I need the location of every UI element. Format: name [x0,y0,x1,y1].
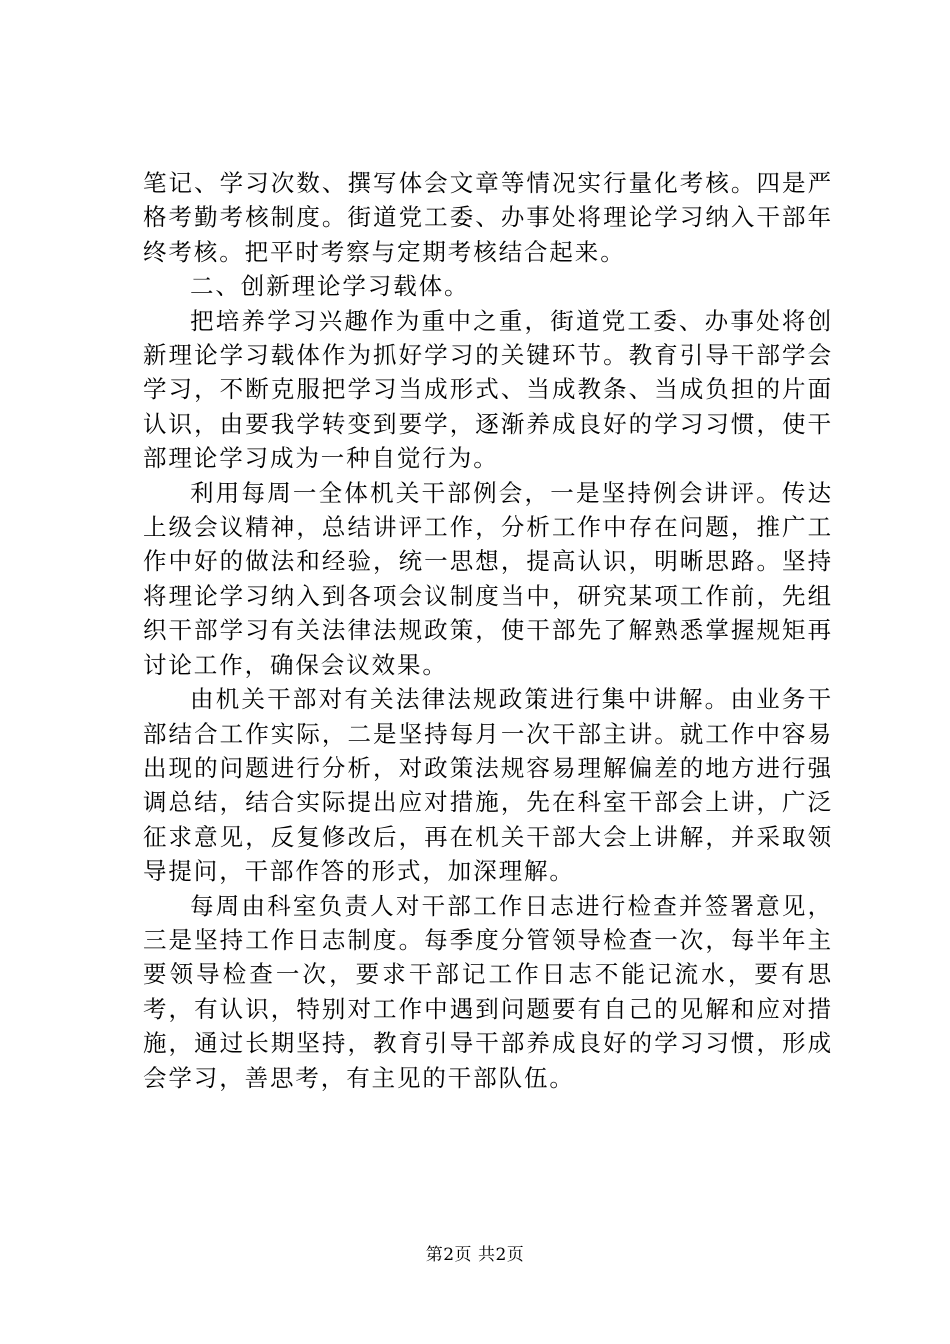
section-heading: 二、创新理论学习载体。 [190,272,470,301]
page-footer: 第2页 共2页 [425,1245,525,1265]
paragraph: 把培养学习兴趣作为重中之重，街道党工委、办事处将创新理论学习载体作为抓好学习的关键环节。教育引导干部学会学习，不断克服把学习当成形式、当成教条、当成负担的片面认识，由要我学转变到要学，逐渐养成良好的学习习惯，使干部理论学习成为一种自觉行为。 [143,306,833,473]
document-body [143,166,833,1095]
paragraph: 利用每周一全体机关干部例会，一是坚持例会讲评。传达上级会议精神，总结讲评工作，分析工作中存在问题，推广工作中好的做法和经验，统一思想，提高认识，明晰思路。坚持将理论学习纳入到各项会议制度当中，研究某项工作前，先组织干部学习有关法律法规政策，使干部先了解熟悉掌握规矩再讨论工作，确保会议效果。 [143,478,833,679]
paragraph: 由机关干部对有关法律法规政策进行集中讲解。由业务干部结合工作实际，二是坚持每月一次干部主讲。就工作中容易出现的问题进行分析，对政策法规容易理解偏差的地方进行强调总结，结合实际提出应对措施，先在科室干部会上讲，广泛征求意见，反复修改后，再在机关干部大会上讲解，并采取领导提问，干部作答的形式，加深理解。 [143,685,833,886]
paragraph-continuation: 笔记、学习次数、撰写体会文章等情况实行量化考核。四是严格考勤考核制度。街道党工委、办事处将理论学习纳入干部年终考核。把平时考察与定期考核结合起来。 [143,169,833,266]
paragraph: 每周由科室负责人对干部工作日志进行检查并签署意见，三是坚持工作日志制度。每季度分管领导检查一次，每半年主要领导检查一次，要求干部记工作日志不能记流水，要有思考，有认识，特别对工作中遇到问题要有自己的见解和应对措施，通过长期坚持，教育引导干部养成良好的学习习惯，形成会学习，善思考，有主见的干部队伍。 [143,891,833,1092]
